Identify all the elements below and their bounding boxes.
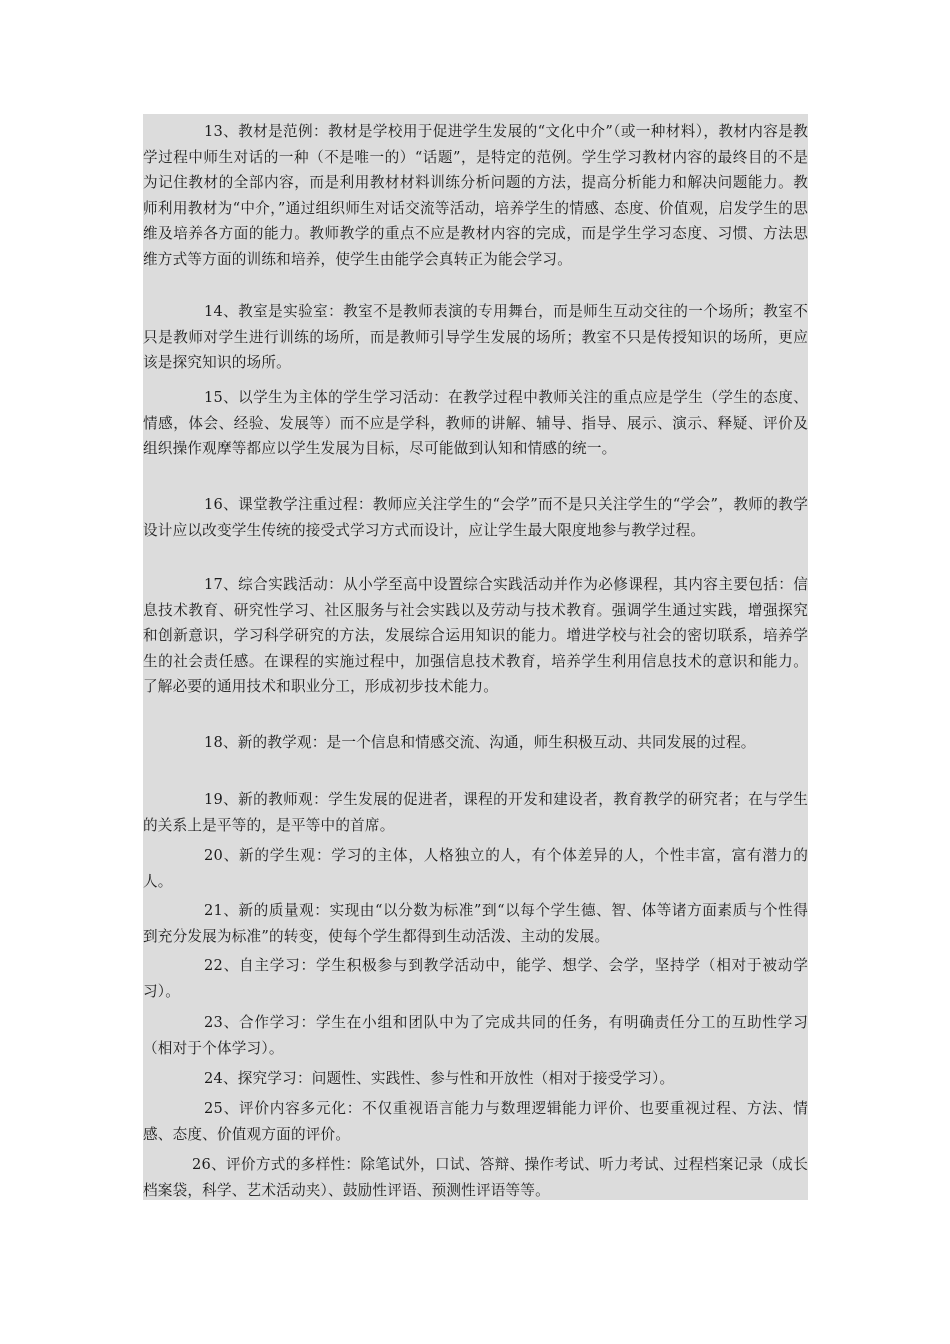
paragraph-26: 26、评价方式的多样性：除笔试外，口试、答辩、操作考试、听力考试、过程档案记录（成长档案袋，科学、艺术活动夹）、鼓励性评语、预测性评语等等。 — [143, 1156, 808, 1199]
paragraph-16: 16、课堂教学注重过程：教师应关注学生的“会学”而不是只关注学生的“学会”，教师的教学设计应以改变学生传统的接受式学习方式而设计，应让学生最大限度地参与教学过程。 — [143, 496, 808, 539]
paragraph-15: 15、以学生为主体的学生学习活动：在教学过程中教师关注的重点应是学生（学生的态度、情感，体会、经验、发展等）而不应是学科，教师的讲解、辅导、指导、展示、演示、释疑、评价及组织操作观摩等都应以学生发展为目标，尽可能做到认知和情感的统一。 — [143, 389, 808, 457]
paragraph-19: 19、新的教师观：学生发展的促进者，课程的开发和建设者，教育教学的研究者；在与学生的关系上是平等的，是平等中的首席。 — [143, 791, 808, 834]
paragraph-25: 25、评价内容多元化：不仅重视语言能力与数理逻辑能力评价、也要重视过程、方法、情感、态度、价值观方面的评价。 — [143, 1100, 808, 1143]
paragraph-14: 14、教室是实验室：教室不是教师表演的专用舞台，而是师生互动交往的一个场所；教室不只是教师对学生进行训练的场所，而是教师引导学生发展的场所；教室不只是传授知识的场所，更应该是探究知识的场所。 — [143, 303, 808, 371]
paragraph-21: 21、新的质量观：实现由“以分数为标准”到“以每个学生德、智、体等诸方面素质与个性得到充分发展为标准”的转变，使每个学生都得到生动活泼、主动的发展。 — [143, 902, 808, 945]
highlighted-text-block — [143, 114, 808, 1200]
paragraph-22: 22、自主学习：学生积极参与到教学活动中，能学、想学、会学，坚持学（相对于被动学习）。 — [143, 957, 808, 1000]
paragraph-20: 20、新的学生观：学习的主体，人格独立的人，有个体差异的人，个性丰富，富有潜力的人。 — [143, 847, 808, 890]
paragraph-24: 24、探究学习：问题性、实践性、参与性和开放性（相对于接受学习）。 — [204, 1070, 675, 1087]
paragraph-17: 17、综合实践活动：从小学至高中设置综合实践活动并作为必修课程，其内容主要包括：信息技术教育、研究性学习、社区服务与社会实践以及劳动与技术教育。强调学生通过实践，增强探究和创新意识，学习科学研究的方法，发展综合运用知识的能力。增进学校与社会的密切联系，培养学生的社会责任感。在课程的实施过程中，加强信息技术教育，培养学生利用信息技术的意识和能力。了解必要的通用技术和职业分工，形成初步技术能力。 — [143, 576, 808, 695]
paragraph-18: 18、新的教学观：是一个信息和情感交流、沟通，师生积极互动、共同发展的过程。 — [204, 734, 756, 751]
paragraph-13: 13、教材是范例：教材是学校用于促进学生发展的“文化中介”（或一种材料），教材内容是教学过程中师生对话的一种（不是唯一的）“话题”，是特定的范例。学生学习教材内容的最终目的不是为记住教材的全部内容，而是利用教材材料训练分析问题的方法，提高分析能力和解决问题能力。教师利用教材为“中介，”通过组织师生对话交流等活动，培养学生的情感、态度、价值观，启发学生的思维及培养各方面的能力。教师教学的重点不应是教材内容的完成，而是学生学习态度、习惯、方法思维方式等方面的训练和培养，使学生由能学会真转正为能会学习。 — [143, 123, 808, 268]
paragraph-23: 23、合作学习：学生在小组和团队中为了完成共同的任务，有明确责任分工的互助性学习（相对于个体学习）。 — [143, 1014, 808, 1057]
